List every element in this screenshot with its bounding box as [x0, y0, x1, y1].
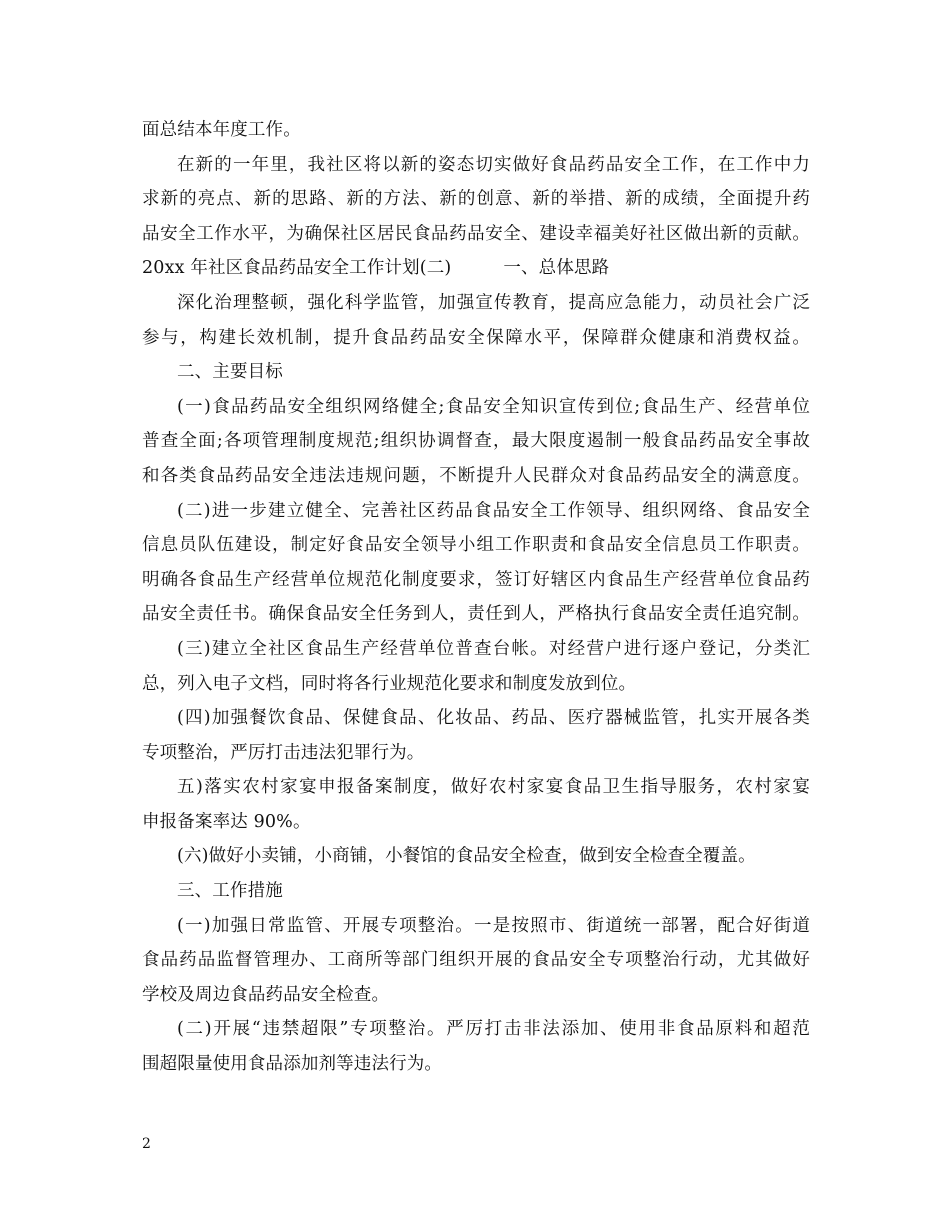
text-line: (二)开展“违禁超限”专项整治。严厉打击非法添加、使用非食品原料和超范 [177, 1019, 810, 1040]
section-heading-line [142, 251, 810, 286]
text-line: 信息员队伍建设，制定好食品安全领导小组工作职责和食品安全信息员工作职责。 [142, 535, 810, 556]
text-line: 总，列入电子文档，同时将各行业规范化要求和制度发放到位。 [142, 673, 637, 694]
text-line: 品安全责任书。确保食品安全任务到人，责任到人，严格执行食品安全责任追究制。 [142, 604, 810, 625]
text-line: (三)建立全社区食品生产经营单位普查台帐。对经营户进行逐户登记，分类汇 [177, 638, 810, 659]
plan-title: 20xx 年社区食品药品安全工作计划(二) [142, 258, 452, 279]
text-line: 求新的亮点、新的思路、新的方法、新的创意、新的举措、新的成绩，全面提升药 [142, 189, 810, 210]
text-line: (一)食品药品安全组织网络健全;食品安全知识宣传到位;食品生产、经营单位 [177, 396, 810, 417]
text-line: 二、主要目标 [177, 362, 283, 383]
document-body [142, 113, 810, 1082]
text-line: 普查全面;各项管理制度规范;组织协调督查，最大限度遏制一般食品药品安全事故 [142, 431, 810, 452]
text-line: (四)加强餐饮食品、保健食品、化妆品、药品、医疗器械监管，扎实开展各类 [177, 708, 810, 729]
text-line: (二)进一步建立健全、完善社区药品食品安全工作领导、组织网络、食品安全 [177, 500, 810, 521]
page-number: 2 [142, 1136, 151, 1152]
section-heading: 一、总体思路 [503, 258, 610, 279]
text-line: 品安全工作水平，为确保社区居民食品药品安全、建设幸福美好社区做出新的贡献。 [142, 223, 810, 244]
text-line: 学校及周边食品药品安全检查。 [142, 984, 390, 1005]
text-line: 专项整治，严厉打击违法犯罪行为。 [142, 742, 425, 763]
text-line: 参与，构建长效机制，提升食品药品安全保障水平，保障群众健康和消费权益。 [142, 327, 810, 348]
text-line: 面总结本年度工作。 [142, 120, 301, 140]
text-line: 深化治理整顿，强化科学监管，加强宣传教育，提高应急能力，动员社会广泛 [177, 292, 810, 313]
text-line: 五)落实农村家宴申报备案制度，做好农村家宴食品卫生指导服务，农村家宴 [177, 777, 810, 798]
text-line: 和各类食品药品安全违法违规问题，不断提升人民群众对食品药品安全的满意度。 [142, 465, 810, 486]
text-line: 申报备案率达 90%。 [142, 811, 311, 832]
text-line: 明确各食品生产经营单位规范化制度要求，签订好辖区内食品生产经营单位食品药 [142, 569, 810, 590]
text-line: 在新的一年里，我社区将以新的姿态切实做好食品药品安全工作，在工作中力 [177, 154, 810, 175]
text-line: 食品药品监督管理办、工商所等部门组织开展的食品安全专项整治行动，尤其做好 [142, 950, 810, 971]
text-line: (一)加强日常监管、开展专项整治。一是按照市、街道统一部署，配合好街道 [177, 915, 810, 936]
text-line: 三、工作措施 [177, 881, 283, 902]
text-line: 围超限量使用食品添加剂等违法行为。 [142, 1054, 443, 1075]
text-line: (六)做好小卖铺，小商铺，小餐馆的食品安全检查，做到安全检查全覆盖。 [177, 846, 756, 867]
